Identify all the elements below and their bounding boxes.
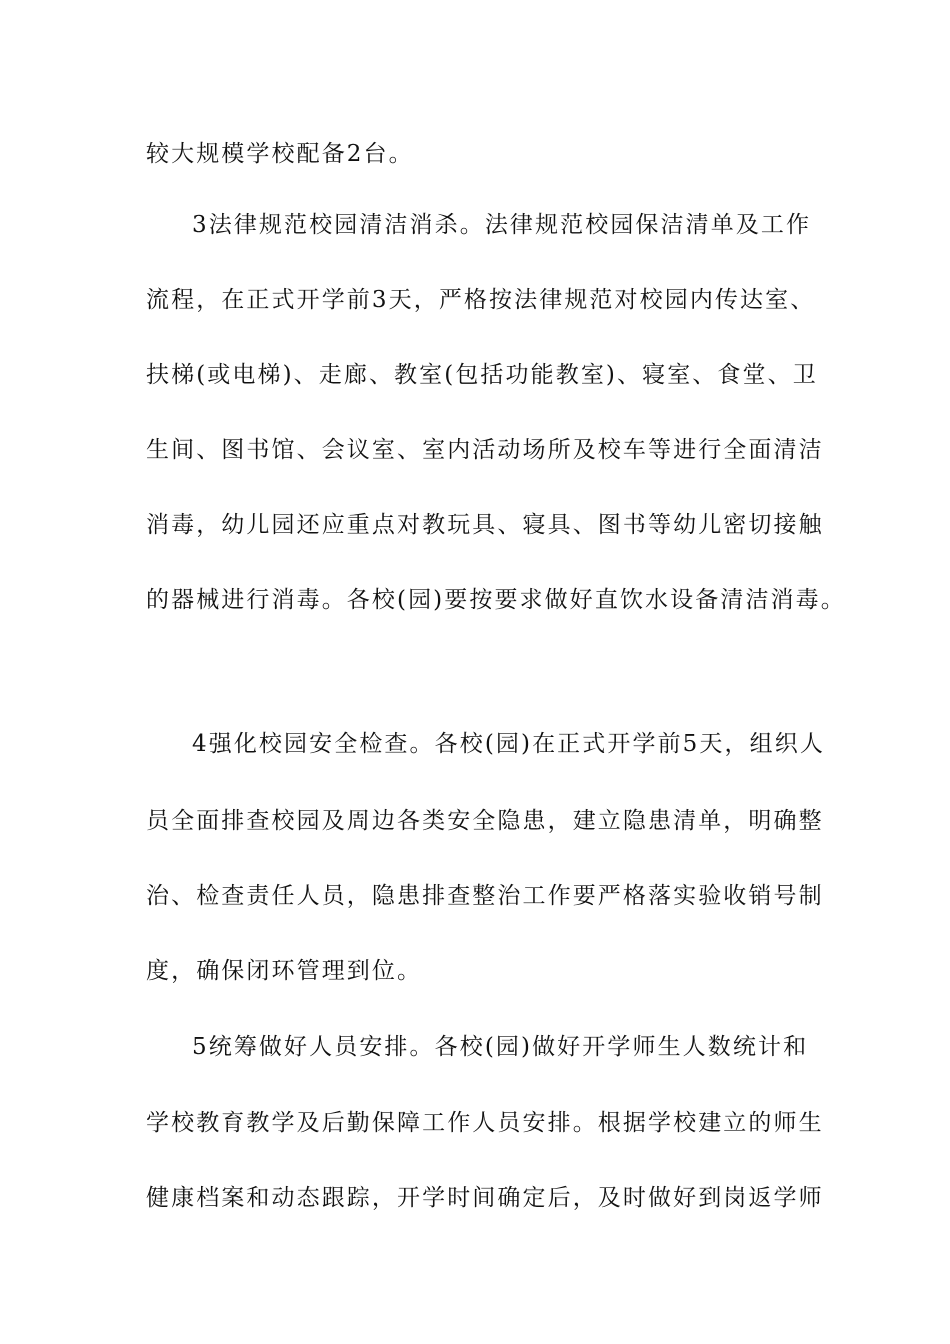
text-line: 治、检查责任人员，隐患排查整治工作要严格落实验收销号制 bbox=[146, 883, 824, 909]
paragraph-3-heading-line: 3法律规范校园清洁消杀。法律规范校园保洁清单及工作 bbox=[192, 212, 812, 238]
text-line: 健康档案和动态跟踪，开学时间确定后，及时做好到岗返学师 bbox=[146, 1185, 824, 1211]
text-line: 学校教育教学及后勤保障工作人员安排。根据学校建立的师生 bbox=[146, 1110, 824, 1136]
paragraph-4-heading-line: 4强化校园安全检查。各校(园)在正式开学前5天，组织人 bbox=[192, 731, 825, 757]
text-line: 员全面排查校园及周边各类安全隐患，建立隐患清单，明确整 bbox=[146, 808, 824, 834]
text-line: 度，确保闭环管理到位。 bbox=[146, 958, 423, 984]
text-line: 的器械进行消毒。各校(园)要按要求做好直饮水设备清洁消毒。 bbox=[146, 587, 846, 613]
paragraph-5-heading-line: 5统筹做好人员安排。各校(园)做好开学师生人数统计和 bbox=[192, 1034, 809, 1060]
text-line: 消毒，幼儿园还应重点对教玩具、寝具、图书等幼儿密切接触 bbox=[146, 512, 824, 538]
text-line: 生间、图书馆、会议室、室内活动场所及校车等进行全面清洁 bbox=[146, 437, 824, 463]
text-line: 扶梯(或电梯)、走廊、教室(包括功能教室)、寝室、食堂、卫 bbox=[146, 362, 818, 388]
text-line: 流程，在正式开学前3天，严格按法律规范对校园内传达室、 bbox=[146, 287, 816, 313]
text-line: 较大规模学校配备2台。 bbox=[146, 141, 414, 167]
